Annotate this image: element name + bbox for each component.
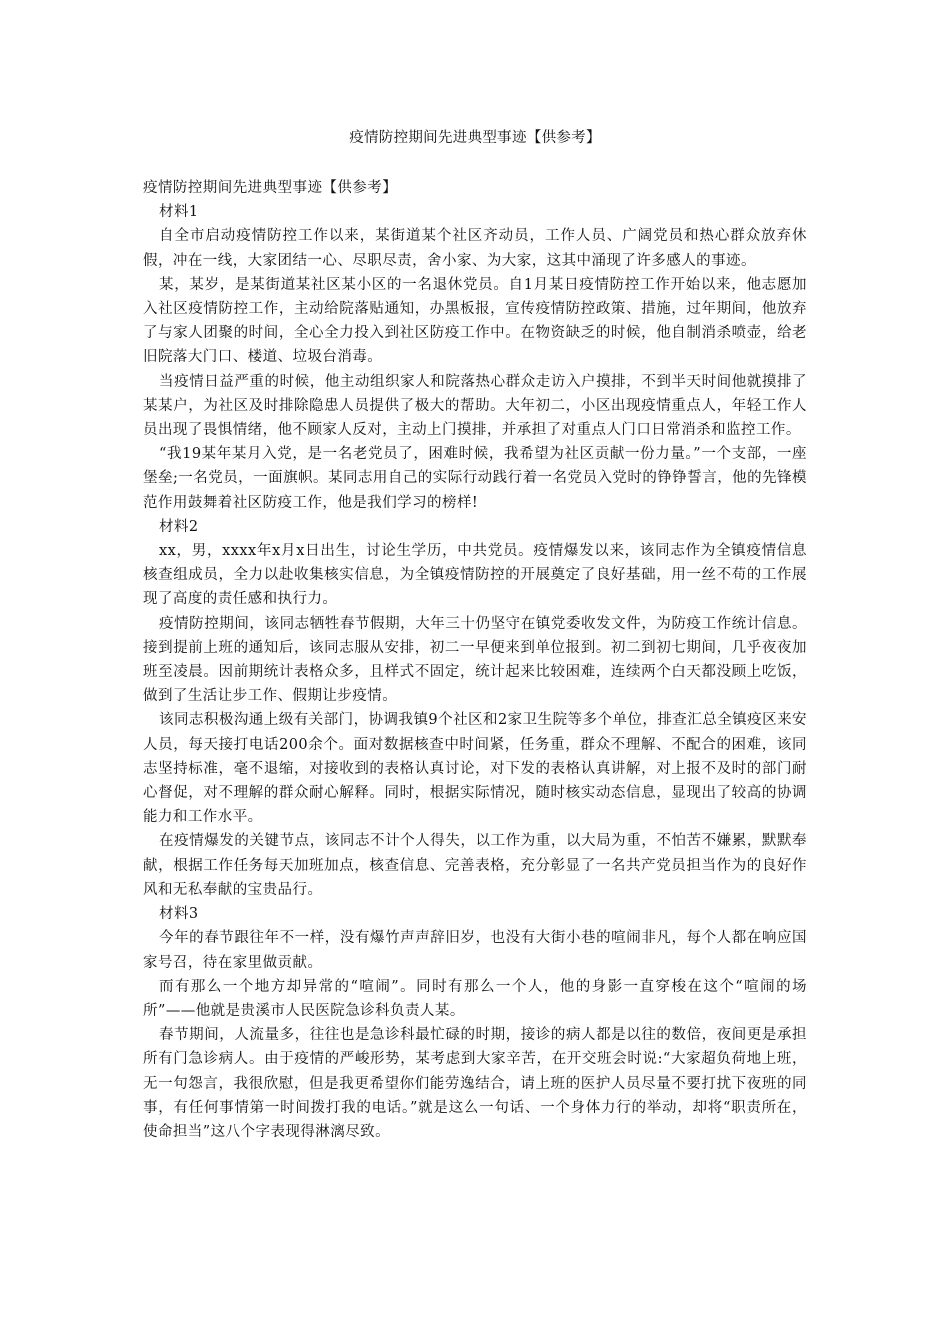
section-label-2: 材料2 <box>159 518 199 535</box>
paragraph: 某，某岁，是某街道某社区某小区的一名退休党员。自1月某日疫情防控工作开始以来，他志愿加入社区疫情防控工作，主动给院落贴通知，办黑板报，宣传疫情防控政策、措施，过年期间，他放弃了与家人团聚的时间，全心全力投入到社区防疫工作中。在物资缺乏的时候，他自制消杀喷壶，给老旧院落大门口、楼道、垃圾台消毒。 <box>143 276 807 366</box>
paragraph: xx，男，xxxx年x月x日出生，讨论生学历，中共党员。疫情爆发以来，该同志作为全镇疫情信息核查组成员，全力以赴收集核实信息，为全镇疫情防控的开展奠定了良好基础，用一丝不苟的工作展现了高度的责任感和执行力。 <box>143 543 807 608</box>
document-title: 疫情防控期间先进典型事迹【供参考】 <box>349 130 601 146</box>
paragraph: 在疫情爆发的关键节点，该同志不计个人得失，以工作为重，以大局为重，不怕苦不嫌累，默默奉献，根据工作任务每天加班加点，核查信息、完善表格，充分彰显了一名共产党员担当作为的良好作风和无私奉献的宝贵品行。 <box>143 833 807 898</box>
section-label-1: 材料1 <box>159 204 199 221</box>
paragraph: 疫情防控期间，该同志牺牲春节假期，大年三十仍坚守在镇党委收发文件，为防疫工作统计信息。接到提前上班的通知后，该同志服从安排，初二一早便来到单位报到。初二到初七期间，几乎夜夜加班至凌晨。因前期统计表格众多，且样式不固定，统计起来比较困难，连续两个白天都没顾上吃饭，做到了生活让步工作、假期让步疫情。 <box>143 615 807 705</box>
paragraph: 今年的春节跟往年不一样，没有爆竹声声辞旧岁，也没有大街小巷的喧闹非凡，每个人都在响应国家号召，待在家里做贡献。 <box>143 930 807 971</box>
paragraph: 春节期间，人流量多，往往也是急诊科最忙碌的时期，接诊的病人都是以往的数倍，夜间更是承担所有门急诊病人。由于疫情的严峻形势，某考虑到大家辛苦，在开交班会时说:“大家超负荷地上班，无一句怨言，我很欣慰，但是我更希望你们能劳逸结合，请上班的医护人员尽量不要打扰下夜班的同事，有任何事情第一时间拨打我的电话。”就是这么一句话、一个身体力行的举动，却将“职责所在，使命担当”这八个字表现得淋漓尽致。 <box>143 1027 807 1140</box>
body-heading: 疫情防控期间先进典型事迹【供参考】 <box>143 180 398 196</box>
document-body <box>143 176 807 1144</box>
paragraph: 自全市启动疫情防控工作以来，某街道某个社区齐动员，工作人员、广阔党员和热心群众放弃休假，冲在一线，大家团结一心、尽职尽责，舍小家、为大家，这其中涌现了许多感人的事迹。 <box>143 228 807 269</box>
paragraph: 该同志积极沟通上级有关部门，协调我镇9个社区和2家卫生院等多个单位，排查汇总全镇疫区来安人员，每天接打电话200余个。面对数据核查中时间紧，任务重，群众不理解、不配合的困难，该同志坚持标准，毫不退缩，对接收到的表格认真讨论，对下发的表格认真讲解，对上报不及时的部门耐心督促，对不理解的群众耐心解释。同时，根据实际情况，随时核实动态信息，显现出了较高的协调能力和工作水平。 <box>143 712 807 826</box>
paragraph: “我19某年某月入党，是一名老党员了，困难时候，我希望为社区贡献一份力量。”一个支部，一座堡垒;一名党员，一面旗帜。某同志用自己的实际行动践行着一名党员入党时的铮铮誓言，他的先锋模范作用鼓舞着社区防疫工作，他是我们学习的榜样! <box>143 446 807 511</box>
paragraph: 而有那么一个地方却异常的“喧闹”。同时有那么一个人，他的身影一直穿梭在这个“喧闹的场所”——他就是贵溪市人民医院急诊科负责人某。 <box>143 978 807 1019</box>
section-label-3: 材料3 <box>159 906 199 923</box>
paragraph: 当疫情日益严重的时候，他主动组织家人和院落热心群众走访入户摸排，不到半天时间他就摸排了某某户，为社区及时排除隐患人员提供了极大的帮助。大年初二，小区出现疫情重点人，年轻工作人员出现了畏惧情绪，他不顾家人反对，主动上门摸排，并承担了对重点人门口日常消杀和监控工作。 <box>143 373 807 439</box>
